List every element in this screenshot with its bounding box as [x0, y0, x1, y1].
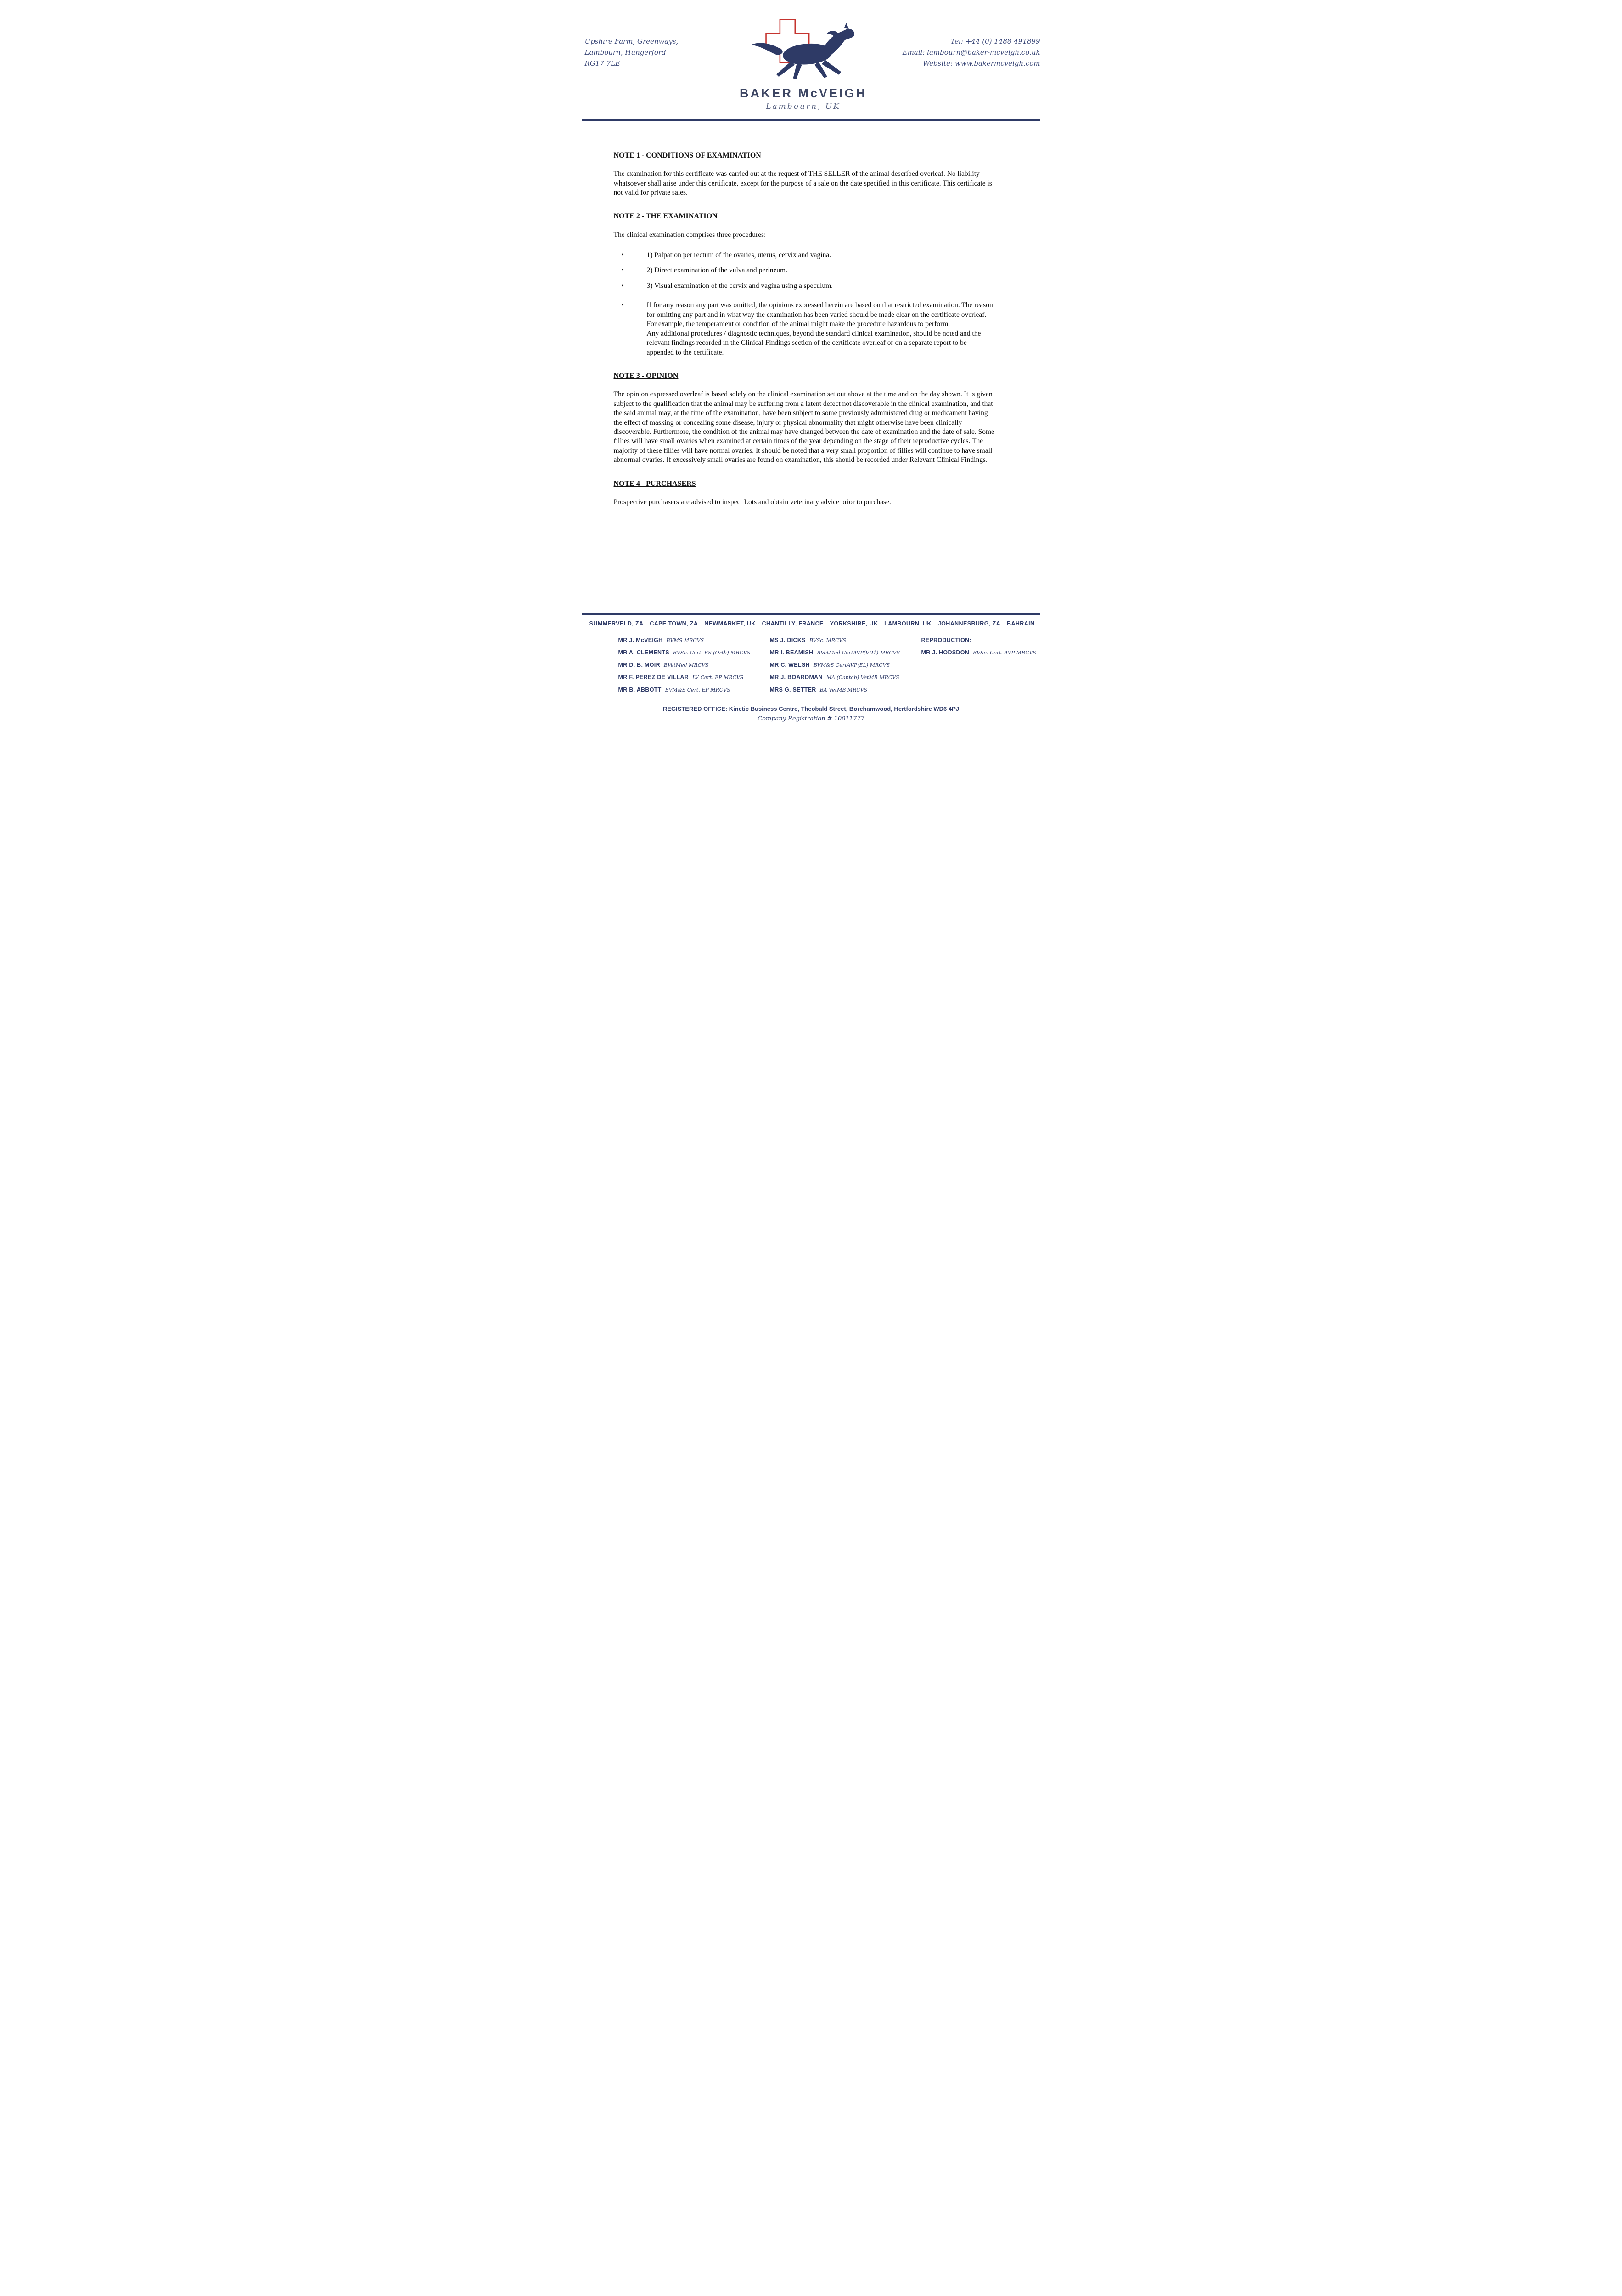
contact-email: Email: lambourn@baker-mcveigh.co.uk: [902, 48, 1040, 56]
staff-entry: [618, 686, 770, 694]
note1-paragraph: The examination for this certificate was carried out at the request of THE SELLER of the animal described overleaf. No liability whatsoever shall arise under this certificate, except for the purpose of a sale on the date specified in this certificate. This certificate is not valid for private sales.: [613, 170, 992, 197]
staff-entry: [618, 636, 770, 644]
header: [552, 0, 1071, 115]
list-item: [614, 266, 995, 275]
staff-name: MR J. BOARDMAN: [769, 674, 823, 681]
bullet-icon: •: [621, 251, 624, 259]
locations-strip: [589, 620, 1035, 627]
horse-silhouette-icon: [751, 23, 854, 79]
staff-name: MR C. WELSH: [769, 662, 810, 668]
staff-name: MR I. BEAMISH: [769, 649, 814, 656]
staff-entry: [921, 648, 1052, 657]
staff-qualification: BVSc. Cert. ES (Orth) MRCVS: [673, 650, 751, 656]
practice-contact: [903, 16, 1040, 69]
staff-qualification: BVMS MRCVS: [666, 637, 704, 643]
list-item: [614, 251, 995, 260]
location-item: JOHANNESBURG, ZA: [937, 620, 1001, 627]
address-line-1: Upshire Farm, Greenways,: [584, 37, 679, 45]
staff-qualification: BVetMed MRCVS: [663, 662, 709, 668]
staff-qualification: BVM&S CertAVP(EL) MRCVS: [813, 662, 890, 668]
bullet-icon: •: [621, 266, 624, 275]
note3-paragraph: The opinion expressed overleaf is based solely on the clinical examination set out above at the time and on the day shown. It is given subject to the qualification that the animal may be suffering from a latent defect not discoverable in the clinical examination, and that the said animal may, at the time of the examination, have been subject to some previously administered drug or medicament having the effect of masking or concealing some disease, injury or physical abnormality that might otherwise have been clinically discoverable. Furthermore, the condition of the animal may have changed between the date of examination and the date of sale. Some fillies will have small ovaries when examined at certain times of the year depending on the stage of their reproductive cycles. The majority of these fillies will have normal ovaries. It should be noted that a very small proportion of fillies will continue to have small abnormal ovaries. If excessively small ovaries are found on examination, this should be recorded under Relevant Clinical Findings.: [613, 390, 994, 464]
staff-qualification: BVM&S Cert. EP MRCVS: [665, 687, 730, 693]
horse-cross-logo-icon: [744, 16, 863, 84]
omitted-paragraph-2: Any additional procedures / diagnostic techniques, beyond the standard clinical examination, should be noted and the relevant findings recorded in the Clinical Findings section of the certificate overleaf or on a separate report to be appended to the certificate.: [646, 329, 981, 356]
staff-name: MRS G. SETTER: [769, 687, 816, 693]
location-item: NEWMARKET, UK: [704, 620, 756, 627]
staff-name: MR J. HODSDON: [921, 649, 970, 656]
footer: [552, 608, 1071, 734]
staff-entry: [770, 636, 921, 644]
certificate-page: [552, 0, 1071, 734]
staff-column-1: [618, 636, 770, 698]
staff-qualification: LV Cert. EP MRCVS: [692, 675, 744, 681]
staff-column-3: [921, 636, 1052, 698]
note2-intro: The clinical examination comprises three procedures:: [613, 231, 766, 239]
contact-tel: Tel: +44 (0) 1488 491899: [950, 37, 1040, 45]
staff-name: MR F. PEREZ DE VILLAR: [618, 674, 689, 681]
staff-qualification: MA (Cantab) VetMB MRCVS: [826, 675, 899, 681]
footer-divider: [582, 613, 1040, 615]
procedure-2: 2) Direct examination of the vulva and perineum.: [646, 266, 787, 275]
staff-entry: [770, 648, 921, 657]
staff-qualification: BVetMed CertAVP(VD1) MRCVS: [817, 650, 900, 656]
staff-entry: [618, 661, 770, 669]
location-item: SUMMERVELD, ZA: [589, 620, 644, 627]
staff-column-2: [770, 636, 921, 698]
note1-heading: NOTE 1 - CONDITIONS OF EXAMINATION: [613, 152, 761, 159]
omitted-paragraph-1: If for any reason any part was omitted, the opinions expressed herein are based on that restricted examination. The reason for omitting any part and in what way the examination has been varied should be made clear on the certificate overleaf. For example, the temperament or condition of the animal might make the procedure hazardous to perform.: [646, 301, 993, 328]
staff-qualification: BVSc. MRCVS: [809, 637, 846, 643]
bullet-icon: •: [621, 281, 624, 290]
staff-name: MR J. McVEIGH: [618, 637, 663, 643]
staff-entry: [770, 686, 921, 694]
staff-name: MR B. ABBOTT: [618, 687, 662, 693]
location-item: LAMBOURN, UK: [884, 620, 932, 627]
staff-entry: [770, 661, 921, 669]
logo-location: Lambourn, UK: [766, 102, 841, 111]
registered-office: REGISTERED OFFICE: Kinetic Business Centre, Theobald Street, Borehamwood, Hertfordshire WD6 4PJ: [662, 705, 960, 712]
staff-entry: [770, 673, 921, 681]
location-item: YORKSHIRE, UK: [830, 620, 878, 627]
note2-heading: NOTE 2 - THE EXAMINATION: [613, 212, 718, 220]
staff-directory: [618, 636, 1052, 698]
location-item: CAPE TOWN, ZA: [650, 620, 698, 627]
staff-name: MR A. CLEMENTS: [618, 649, 669, 656]
logo-wordmark: BAKER McVEIGH: [739, 86, 867, 100]
note3-heading: NOTE 3 - OPINION: [613, 372, 679, 380]
staff-qualification: BVSc. Cert. AVP MRCVS: [973, 650, 1037, 656]
staff-entry: [618, 648, 770, 657]
address-line-3: RG17 7LE: [584, 59, 621, 68]
note4-paragraph: Prospective purchasers are advised to inspect Lots and obtain veterinary advice prior to purchase.: [613, 498, 891, 506]
note4-heading: NOTE 4 - PURCHASERS: [613, 479, 696, 488]
address-line-2: Lambourn, Hungerford: [584, 48, 666, 56]
reproduction-label: [921, 636, 1052, 644]
document-body: [614, 151, 995, 595]
section-label: REPRODUCTION:: [921, 637, 971, 643]
staff-entry: [618, 673, 770, 681]
location-item: CHANTILLY, FRANCE: [762, 620, 824, 627]
contact-website: Website: www.bakermcveigh.com: [922, 59, 1040, 68]
location-item: BAHRAIN: [1007, 620, 1035, 627]
procedure-3: 3) Visual examination of the cervix and vagina using a speculum.: [646, 281, 833, 290]
omitted-note: [647, 301, 995, 357]
staff-qualification: BA VetMB MRCVS: [819, 687, 868, 693]
list-item: [614, 301, 995, 357]
header-divider: [582, 119, 1040, 121]
bullet-icon: •: [621, 301, 624, 310]
staff-name: MR D. B. MOIR: [618, 662, 660, 668]
procedure-1: 1) Palpation per rectum of the ovaries, uterus, cervix and vagina.: [646, 251, 831, 259]
list-item: [614, 281, 995, 291]
logo: [740, 16, 867, 111]
company-registration: Company Registration # 10011777: [758, 715, 864, 722]
staff-name: MS J. DICKS: [769, 637, 806, 643]
procedures-list: [614, 251, 995, 357]
practice-address: [585, 16, 704, 69]
